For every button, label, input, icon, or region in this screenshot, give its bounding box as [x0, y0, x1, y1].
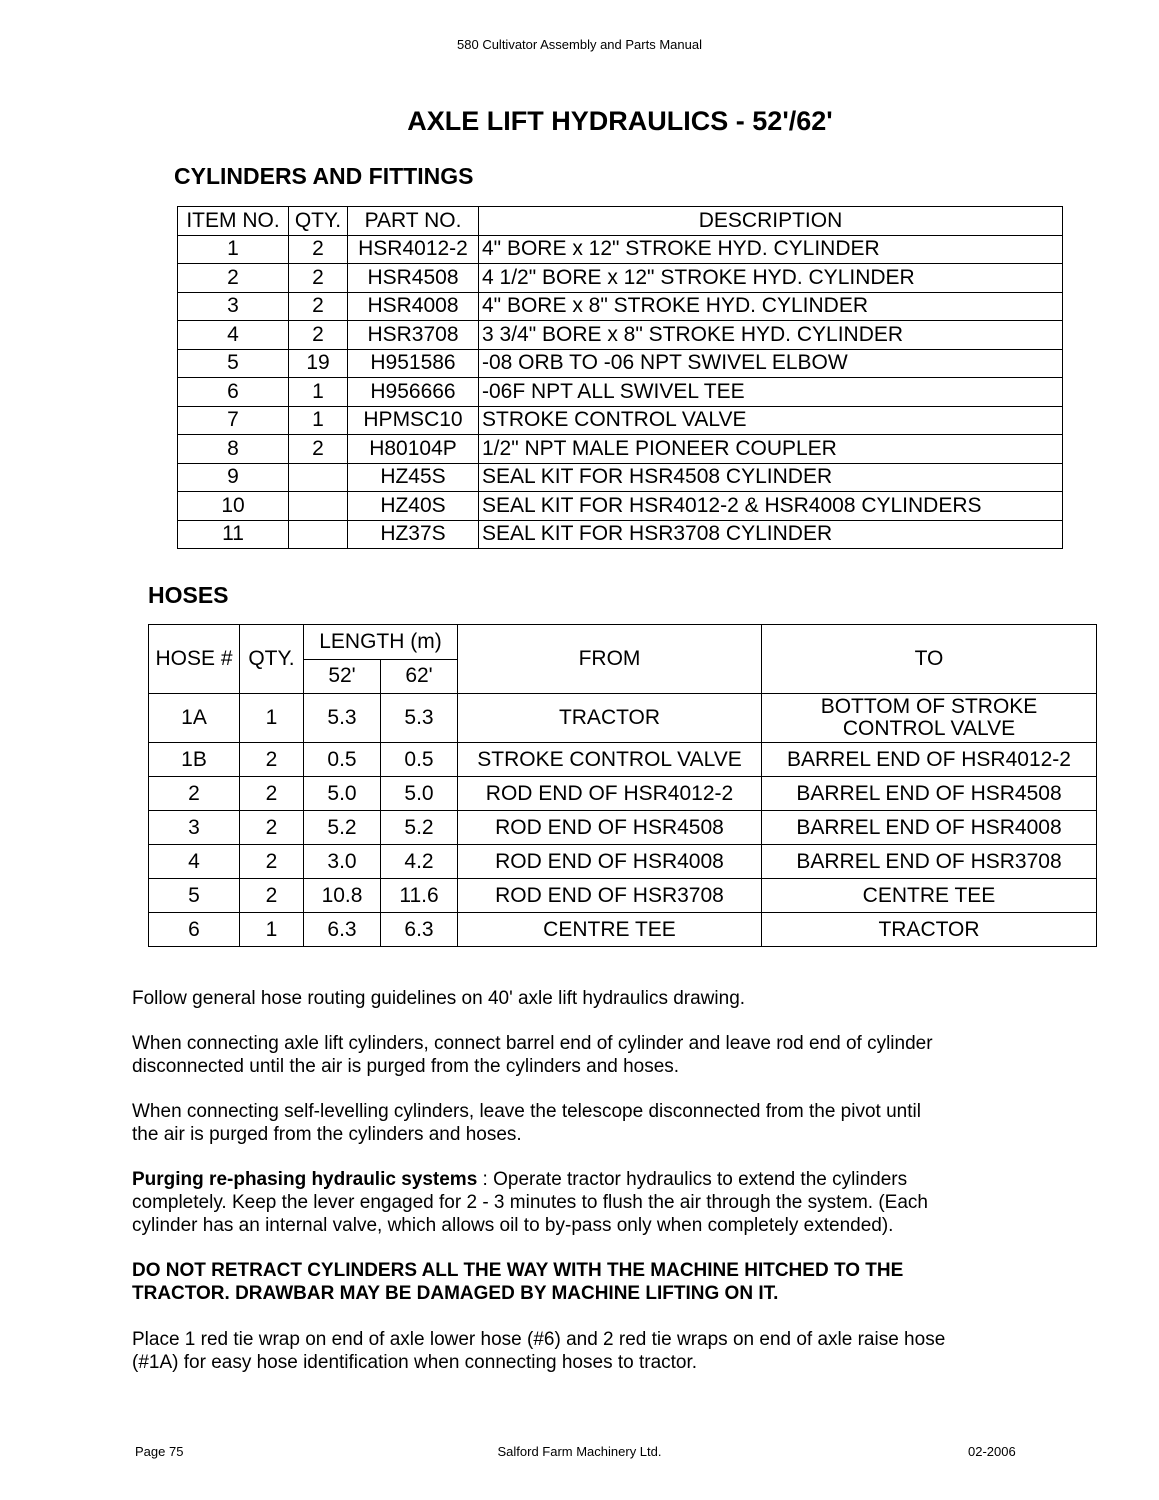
qty-cell: [289, 520, 348, 549]
cylinders-table: [177, 206, 1063, 549]
qty-cell: 2: [240, 845, 304, 879]
hose-no-cell: 3: [149, 811, 240, 845]
hose-no-cell: 1A: [149, 694, 240, 743]
qty-cell: [289, 463, 348, 492]
table-row: [149, 811, 1097, 845]
from-cell: ROD END OF HSR4012-2: [458, 777, 762, 811]
length-52-cell: 0.5: [304, 743, 381, 777]
from-cell: ROD END OF HSR4508: [458, 811, 762, 845]
from-cell: TRACTOR: [458, 694, 762, 743]
table-row: [178, 406, 1063, 435]
from-cell: ROD END OF HSR4008: [458, 845, 762, 879]
description-cell: 1/2" NPT MALE PIONEER COUPLER: [479, 435, 1063, 464]
qty-cell: 19: [289, 349, 348, 378]
length-62-cell: 6.3: [381, 913, 458, 947]
col-hose-qty: QTY.: [240, 625, 304, 694]
to-cell: [762, 694, 1097, 743]
note-line: When connecting self-levelling cylinders, leave the telescope disconnected from the pivot until: [132, 1101, 921, 1122]
qty-cell: 2: [289, 235, 348, 264]
description-cell: SEAL KIT FOR HSR3708 CYLINDER: [479, 520, 1063, 549]
note-line: (#1A) for easy hose identification when connecting hoses to tractor.: [132, 1352, 698, 1373]
col-description: DESCRIPTION: [479, 207, 1063, 236]
to-cell: BARREL END OF HSR3708: [762, 845, 1097, 879]
part-no-cell: H80104P: [348, 435, 479, 464]
note-tie-wraps: [132, 1328, 1092, 1374]
from-cell: CENTRE TEE: [458, 913, 762, 947]
footer-page: Page 75: [135, 1444, 184, 1459]
table-row: [149, 879, 1097, 913]
length-62-cell: 4.2: [381, 845, 458, 879]
description-cell: 4" BORE x 8" STROKE HYD. CYLINDER: [479, 292, 1063, 321]
warning-line: DO NOT RETRACT CYLINDERS ALL THE WAY WITH THE MACHINE HITCHED TO THE: [132, 1260, 904, 1281]
part-no-cell: HZ45S: [348, 463, 479, 492]
note-routing-text: Follow general hose routing guidelines on 40' axle lift hydraulics drawing.: [132, 988, 746, 1009]
from-cell: ROD END OF HSR3708: [458, 879, 762, 913]
table-row: [149, 845, 1097, 879]
note-purging-label: Purging re-phasing hydraulic systems: [132, 1169, 478, 1190]
table-row: [178, 378, 1063, 407]
qty-cell: 2: [289, 435, 348, 464]
to-cell: CENTRE TEE: [762, 879, 1097, 913]
page-title: AXLE LIFT HYDRAULICS - 52'/62': [407, 106, 833, 136]
qty-cell: 2: [240, 777, 304, 811]
warning-retract: [132, 1259, 1092, 1305]
col-length-52: 52': [304, 659, 381, 694]
qty-cell: 2: [240, 743, 304, 777]
note-line: cylinder has an internal valve, which allows oil to by-pass only when completely extended).: [132, 1215, 894, 1236]
description-cell: SEAL KIT FOR HSR4508 CYLINDER: [479, 463, 1063, 492]
hose-no-cell: 2: [149, 777, 240, 811]
table-row: [178, 435, 1063, 464]
cylinders-header-row: [178, 207, 1063, 236]
col-part-no: PART NO.: [348, 207, 479, 236]
col-to: TO: [762, 625, 1097, 694]
note-self-levelling: [132, 1100, 1092, 1146]
part-no-cell: H951586: [348, 349, 479, 378]
col-from: FROM: [458, 625, 762, 694]
item-no-cell: 2: [178, 264, 289, 293]
hose-no-cell: 4: [149, 845, 240, 879]
hoses-header-row: [149, 625, 1097, 660]
part-no-cell: HSR4008: [348, 292, 479, 321]
description-cell: 3 3/4" BORE x 8" STROKE HYD. CYLINDER: [479, 321, 1063, 350]
table-row: [149, 777, 1097, 811]
length-62-cell: 11.6: [381, 879, 458, 913]
item-no-cell: 8: [178, 435, 289, 464]
table-row: [178, 492, 1063, 521]
description-cell: -08 ORB TO -06 NPT SWIVEL ELBOW: [479, 349, 1063, 378]
qty-cell: 1: [240, 913, 304, 947]
length-52-cell: 3.0: [304, 845, 381, 879]
table-row: [178, 520, 1063, 549]
qty-cell: 2: [289, 292, 348, 321]
footer-company: Salford Farm Machinery Ltd.: [497, 1444, 662, 1459]
from-cell: STROKE CONTROL VALVE: [458, 743, 762, 777]
item-no-cell: 1: [178, 235, 289, 264]
length-52-cell: 6.3: [304, 913, 381, 947]
length-52-cell: 5.0: [304, 777, 381, 811]
table-row: [178, 292, 1063, 321]
note-line: disconnected until the air is purged from the cylinders and hoses.: [132, 1056, 680, 1077]
to-cell: BARREL END OF HSR4008: [762, 811, 1097, 845]
table-row: [178, 264, 1063, 293]
note-line: completely. Keep the lever engaged for 2 - 3 minutes to flush the air through the system. (Each: [132, 1192, 928, 1213]
item-no-cell: 3: [178, 292, 289, 321]
note-purging: [132, 1168, 1092, 1237]
hose-no-cell: 6: [149, 913, 240, 947]
to-line: BOTTOM OF STROKE: [820, 695, 1038, 718]
hose-no-cell: 5: [149, 879, 240, 913]
description-cell: 4" BORE x 12" STROKE HYD. CYLINDER: [479, 235, 1063, 264]
cylinders-heading: CYLINDERS AND FITTINGS: [174, 163, 474, 189]
description-cell: 4 1/2" BORE x 12" STROKE HYD. CYLINDER: [479, 264, 1063, 293]
table-row: [149, 913, 1097, 947]
note-axle-cylinders: [132, 1032, 1092, 1078]
note-line: : Operate tractor hydraulics to extend the cylinders: [477, 1169, 908, 1190]
length-52-cell: 5.3: [304, 694, 381, 743]
item-no-cell: 5: [178, 349, 289, 378]
note-routing: [132, 987, 1092, 1010]
item-no-cell: 10: [178, 492, 289, 521]
item-no-cell: 11: [178, 520, 289, 549]
table-row: [149, 743, 1097, 777]
hoses-heading: HOSES: [148, 582, 229, 608]
to-cell: BARREL END OF HSR4508: [762, 777, 1097, 811]
note-line: Place 1 red tie wrap on end of axle lower hose (#6) and 2 red tie wraps on end of axle raise hose: [132, 1329, 946, 1350]
hose-no-cell: 1B: [149, 743, 240, 777]
part-no-cell: HPMSC10: [348, 406, 479, 435]
part-no-cell: H956666: [348, 378, 479, 407]
col-item-no: ITEM NO.: [178, 207, 289, 236]
col-length: LENGTH (m): [304, 625, 458, 660]
manual-header: 580 Cultivator Assembly and Parts Manual: [457, 37, 702, 52]
qty-cell: 2: [240, 811, 304, 845]
description-cell: SEAL KIT FOR HSR4012-2 & HSR4008 CYLINDERS: [479, 492, 1063, 521]
table-row: [178, 235, 1063, 264]
note-line: the air is purged from the cylinders and hoses.: [132, 1124, 522, 1145]
table-row: [178, 321, 1063, 350]
qty-cell: 1: [289, 378, 348, 407]
part-no-cell: HSR4012-2: [348, 235, 479, 264]
warning-line: TRACTOR. DRAWBAR MAY BE DAMAGED BY MACHINE LIFTING ON IT.: [132, 1283, 779, 1304]
col-length-62: 62': [381, 659, 458, 694]
to-cell: TRACTOR: [762, 913, 1097, 947]
length-62-cell: 5.2: [381, 811, 458, 845]
table-row: [178, 463, 1063, 492]
qty-cell: 2: [289, 264, 348, 293]
length-62-cell: 5.3: [381, 694, 458, 743]
part-no-cell: HSR3708: [348, 321, 479, 350]
part-no-cell: HZ40S: [348, 492, 479, 521]
qty-cell: [289, 492, 348, 521]
to-cell: BARREL END OF HSR4012-2: [762, 743, 1097, 777]
part-no-cell: HZ37S: [348, 520, 479, 549]
col-qty: QTY.: [289, 207, 348, 236]
table-row: [178, 349, 1063, 378]
footer-date: 02-2006: [968, 1444, 1016, 1459]
length-62-cell: 5.0: [381, 777, 458, 811]
table-row: [149, 694, 1097, 743]
qty-cell: 1: [289, 406, 348, 435]
length-62-cell: 0.5: [381, 743, 458, 777]
length-52-cell: 10.8: [304, 879, 381, 913]
qty-cell: 2: [289, 321, 348, 350]
qty-cell: 2: [240, 879, 304, 913]
note-line: When connecting axle lift cylinders, connect barrel end of cylinder and leave rod end of cylinder: [132, 1033, 933, 1054]
qty-cell: 1: [240, 694, 304, 743]
to-line: CONTROL VALVE: [842, 717, 1016, 740]
hoses-table: [148, 624, 1097, 947]
item-no-cell: 6: [178, 378, 289, 407]
item-no-cell: 7: [178, 406, 289, 435]
length-52-cell: 5.2: [304, 811, 381, 845]
description-cell: -06F NPT ALL SWIVEL TEE: [479, 378, 1063, 407]
description-cell: STROKE CONTROL VALVE: [479, 406, 1063, 435]
item-no-cell: 9: [178, 463, 289, 492]
part-no-cell: HSR4508: [348, 264, 479, 293]
col-hose-no: HOSE #: [149, 625, 240, 694]
item-no-cell: 4: [178, 321, 289, 350]
